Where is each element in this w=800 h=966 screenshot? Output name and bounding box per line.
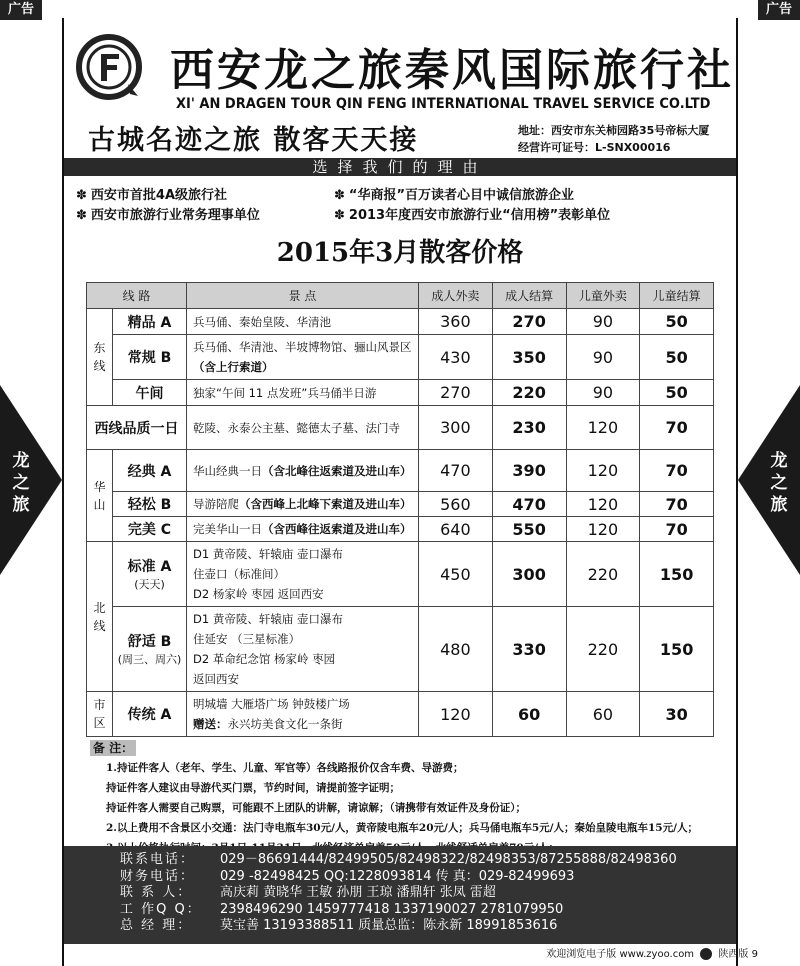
header-child-settle: 儿童结算 [640,283,714,309]
table-row [87,380,714,406]
route-name: 标准 A (天天) [113,542,187,607]
route-spots: 兵马俑、秦始皇陵、华清池 [187,309,419,335]
header-route: 线 路 [87,283,187,309]
table-row [87,450,714,492]
flower-icon: ✽ [76,208,87,223]
honor-item: ✽ 2013年度西安市旅游行业“信用榜”表彰单位 [334,208,611,223]
route-name: 轻松 B [113,492,187,517]
child-retail: 120 [566,517,640,542]
flower-icon: ✽ [334,208,345,223]
adult-retail: 450 [419,542,493,607]
slogan: 古城名迹之旅 散客天天接 [88,125,419,156]
edition-logo-icon [700,948,712,960]
route-name: 精品 A [113,309,187,335]
child-retail: 120 [566,450,640,492]
region-huashan: 华山 [87,450,113,542]
honor-item: ✽ 西安市首批4A级旅行社 [76,188,228,203]
region-city: 市区 [87,692,113,737]
honor-item: ✽ “华商报”百万读者心目中诚信旅游企业 [334,188,574,203]
contact-panel [64,846,736,944]
adult-retail: 640 [419,517,493,542]
child-settle: 70 [640,450,714,492]
route-name: 常规 B [113,335,187,380]
child-retail: 220 [566,607,640,692]
route-spots: 明城墙 大雁塔广场 钟鼓楼广场 赠送：永兴坊美食文化一条街 [187,692,419,737]
table-row [87,607,714,692]
route-spots: 乾陵、永泰公主墓、懿德太子墓、法门寺 [187,406,419,450]
child-settle: 70 [640,492,714,517]
adult-retail: 120 [419,692,493,737]
route-spots: 兵马俑、华清池、半坡博物馆、骊山风景区 （含上行索道） [187,335,419,380]
address: 地址：西安市东关柿园路35号帝标大厦 [518,124,710,137]
child-retail: 120 [566,406,640,450]
company-logo-icon [76,34,142,100]
reasons-title-bar: 选择我们的理由 [64,158,736,176]
price-table [86,282,714,737]
adult-retail: 470 [419,450,493,492]
table-row [87,335,714,380]
footer [546,946,758,964]
footer-text: 欢迎浏览电子版 www.zyoo.com [546,949,695,960]
route-name: 经典 A [113,450,187,492]
note-item: 1.持证件客人（老年、学生、儿童、军官等）各线路报价仅含车费、导游费； [106,762,464,774]
address-block [518,122,709,156]
adult-settle: 470 [492,492,566,517]
adult-retail: 360 [419,309,493,335]
adult-retail: 560 [419,492,493,517]
child-retail: 90 [566,380,640,406]
adult-settle: 300 [492,542,566,607]
price-title: 2015年3月散客价格 [276,238,524,268]
adult-settle: 220 [492,380,566,406]
note-item: 持证件客人需要自己购票，可能跟不上团队的讲解，请谅解；（请携带有效证件及身份证）； [106,802,526,814]
page-number: 9 [751,949,758,960]
contact-row: 总 经 理： 莫宝善 13193388511 质量总监：陈永新 18991853616 [120,918,558,933]
header-adult-settle: 成人结算 [492,283,566,309]
route-spots: 华山经典一日（含北峰往返索道及进山车） [187,450,419,492]
table-row [87,542,714,607]
contact-row: 工 作Q Q： 2398496290 1459777418 1337190027 2781079950 [120,901,564,917]
header-spots: 景 点 [187,283,419,309]
notes-label: 备 注： [90,740,136,756]
side-label-right: 龙之旅 [770,451,788,515]
route-spots: 导游陪爬（含西峰上北峰下索道及进山车） [187,492,419,517]
company-name-cn: 西安龙之旅秦风国际旅行社 [170,45,734,96]
side-label-left: 龙之旅 [12,451,30,515]
child-settle: 70 [640,517,714,542]
child-settle: 50 [640,309,714,335]
child-settle: 70 [640,406,714,450]
table-row [87,492,714,517]
child-settle: 150 [640,607,714,692]
contact-row: 财务电话： 029 -82498425 QQ:1228093814 传 真：029-82499693 [120,868,575,884]
notes-list [106,758,726,858]
footer-edition: 陕西版 [718,949,749,960]
license-number: 经营许可证号：L-SNX00016 [518,141,671,154]
header-adult-retail: 成人外卖 [419,283,493,309]
route-name: 完美 C [113,517,187,542]
adult-retail: 430 [419,335,493,380]
child-retail: 60 [566,692,640,737]
adult-retail: 270 [419,380,493,406]
table-row [87,309,714,335]
route-spots: 完美华山一日（含西峰往返索道及进山车） [187,517,419,542]
route-name: 传统 A [113,692,187,737]
contact-row: 联系电话： 029－86691444/82499505/82498322/82498353/87255888/82498360 [120,852,677,867]
route-spots: D1 黄帝陵、轩辕庙 壶口瀑布 住壶口（标准间） D2 杨家岭 枣园 返回西安 [187,542,419,607]
adult-settle: 230 [492,406,566,450]
header-child-retail: 儿童外卖 [566,283,640,309]
adult-settle: 550 [492,517,566,542]
flower-icon: ✽ [334,188,345,203]
route-name: 午间 [113,380,187,406]
table-row [87,692,714,737]
ad-tag-right: 广告 [758,0,800,20]
table-row [87,517,714,542]
route-name: 舒适 B (周三、周六) [113,607,187,692]
child-settle: 50 [640,380,714,406]
adult-settle: 390 [492,450,566,492]
route-name: 西线品质一日 [87,406,187,450]
child-retail: 90 [566,335,640,380]
region-east: 东线 [87,309,113,406]
child-retail: 90 [566,309,640,335]
child-settle: 30 [640,692,714,737]
adult-settle: 60 [492,692,566,737]
adult-retail: 300 [419,406,493,450]
ad-tag-left: 广告 [0,0,42,20]
route-spots: D1 黄帝陵、轩辕庙 壶口瀑布 住延安 （三星标准） D2 革命纪念馆 杨家岭 枣园 返回西安 [187,607,419,692]
child-settle: 50 [640,335,714,380]
adult-retail: 480 [419,607,493,692]
child-retail: 220 [566,542,640,607]
note-item: 持证件客人建议由导游代买门票，节约时间，请提前签字证明； [106,782,400,794]
honor-item: ✽ 西安市旅游行业常务理事单位 [76,208,260,223]
company-name-en: XI' AN DRAGEN TOUR QIN FENG INTERNATIONAL TRAVEL SERVICE CO.LTD [176,96,711,112]
flower-icon: ✽ [76,188,87,203]
table-header-row [87,283,714,309]
route-spots: 独家“午间 11 点发班”兵马俑半日游 [187,380,419,406]
contact-row: 联 系 人： 高庆莉 黄晓华 王敏 孙朋 王琼 潘鼎轩 张凤 雷超 [120,885,496,900]
note-item: 2.以上费用不含景区小交通：法门寺电瓶车30元/人，黄帝陵电瓶车20元/人；兵马俑电瓶车5元/人；秦始皇陵电瓶车15元/人； [106,822,698,834]
child-retail: 120 [566,492,640,517]
adult-settle: 270 [492,309,566,335]
table-row [87,406,714,450]
adult-settle: 350 [492,335,566,380]
region-north: 北线 [87,542,113,692]
adult-settle: 330 [492,607,566,692]
child-settle: 150 [640,542,714,607]
